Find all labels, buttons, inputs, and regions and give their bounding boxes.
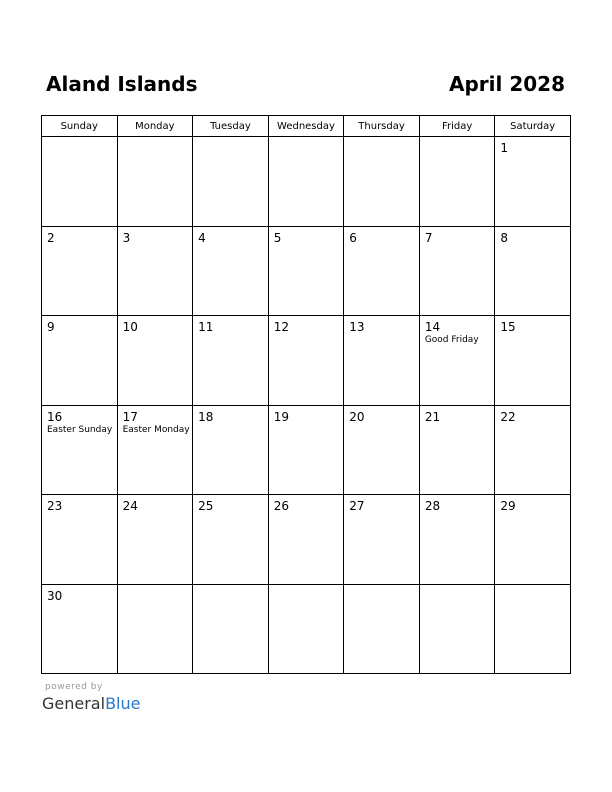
day-cell [193,584,269,674]
day-cell [42,495,118,585]
day-cell [419,137,495,227]
day-cell [268,405,344,495]
day-number: 23 [47,499,63,513]
day-cell [419,584,495,674]
day-number: 28 [424,499,441,513]
day-number: 30 [47,588,63,603]
calendar-week-row [42,495,571,585]
day-cell [117,584,193,674]
day-number: 16 [47,409,63,424]
day-cell [495,226,571,316]
day-cell [268,226,344,316]
day-number: 21 [424,409,441,424]
day-number: 24 [122,499,138,513]
day-cell [117,495,193,585]
day-cell [117,316,193,406]
calendar-week-row [42,137,571,227]
day-cell [268,495,344,585]
day-cell [344,316,420,406]
day-number: 9 [47,320,55,334]
brand-general: General [42,694,106,713]
calendar-week-row [42,226,571,316]
day-cell [268,316,344,406]
day-number: 17 [122,409,138,424]
day-cell [268,137,344,227]
day-number: 4 [198,230,206,245]
day-number: 5 [273,230,282,245]
day-number: 13 [349,320,365,334]
day-cell [193,137,269,227]
day-number: 11 [198,320,214,334]
day-number: 20 [349,409,365,424]
weekday-header: Sunday [42,116,118,137]
weekday-header: Thursday [344,116,420,137]
day-cell [419,316,495,406]
day-cell [495,137,571,227]
day-number: 18 [198,409,214,424]
calendar-week-row [42,584,571,674]
holiday-label: Easter Sunday [47,424,113,435]
weekday-header: Monday [117,116,193,137]
day-number: 27 [349,499,365,513]
day-number: 7 [424,230,433,245]
month-year-title: April 2028 [449,72,565,96]
day-number: 26 [273,499,289,513]
day-cell [193,316,269,406]
weekday-header: Friday [419,116,495,137]
holiday-label: Easter Monday [122,424,190,435]
day-cell [193,405,269,495]
day-cell [42,584,118,674]
day-cell [117,137,193,227]
day-number: 29 [500,499,516,513]
day-cell [495,316,571,406]
day-cell [419,495,495,585]
calendar-grid [41,115,571,674]
day-cell [344,137,420,227]
weekday-header: Wednesday [268,116,344,137]
day-number: 10 [122,320,138,334]
day-cell [344,495,420,585]
country-title: Aland Islands [46,72,198,96]
holiday-label: Good Friday [424,335,479,345]
day-cell [344,226,420,316]
day-cell [42,226,118,316]
day-cell [193,495,269,585]
day-cell [495,405,571,495]
day-cell [495,584,571,674]
day-number: 19 [273,409,289,424]
calendar-week-row [42,316,571,406]
day-cell [344,584,420,674]
day-cell [268,584,344,674]
day-cell [117,226,193,316]
brand-blue: Blue [105,694,141,713]
day-number: 25 [198,499,214,513]
day-cell [117,405,193,495]
day-number: 8 [500,230,509,245]
calendar-week-row [42,405,571,495]
day-cell [42,405,118,495]
day-number: 22 [500,409,516,424]
day-number: 14 [424,320,441,334]
day-number: 3 [122,230,131,245]
day-number: 15 [500,320,516,334]
day-cell [419,405,495,495]
day-cell [42,137,118,227]
weekday-header: Saturday [495,116,571,137]
day-cell [344,405,420,495]
day-number: 2 [47,230,55,245]
powered-by-label: powered by [45,682,103,692]
day-number: 6 [349,230,357,245]
day-number: 1 [500,141,509,155]
day-cell [419,226,495,316]
generalblue-logo [42,694,140,714]
day-number: 12 [273,320,289,334]
day-cell [495,495,571,585]
weekday-header-row [42,116,571,137]
day-cell [193,226,269,316]
day-cell [42,316,118,406]
weekday-header: Tuesday [193,116,269,137]
